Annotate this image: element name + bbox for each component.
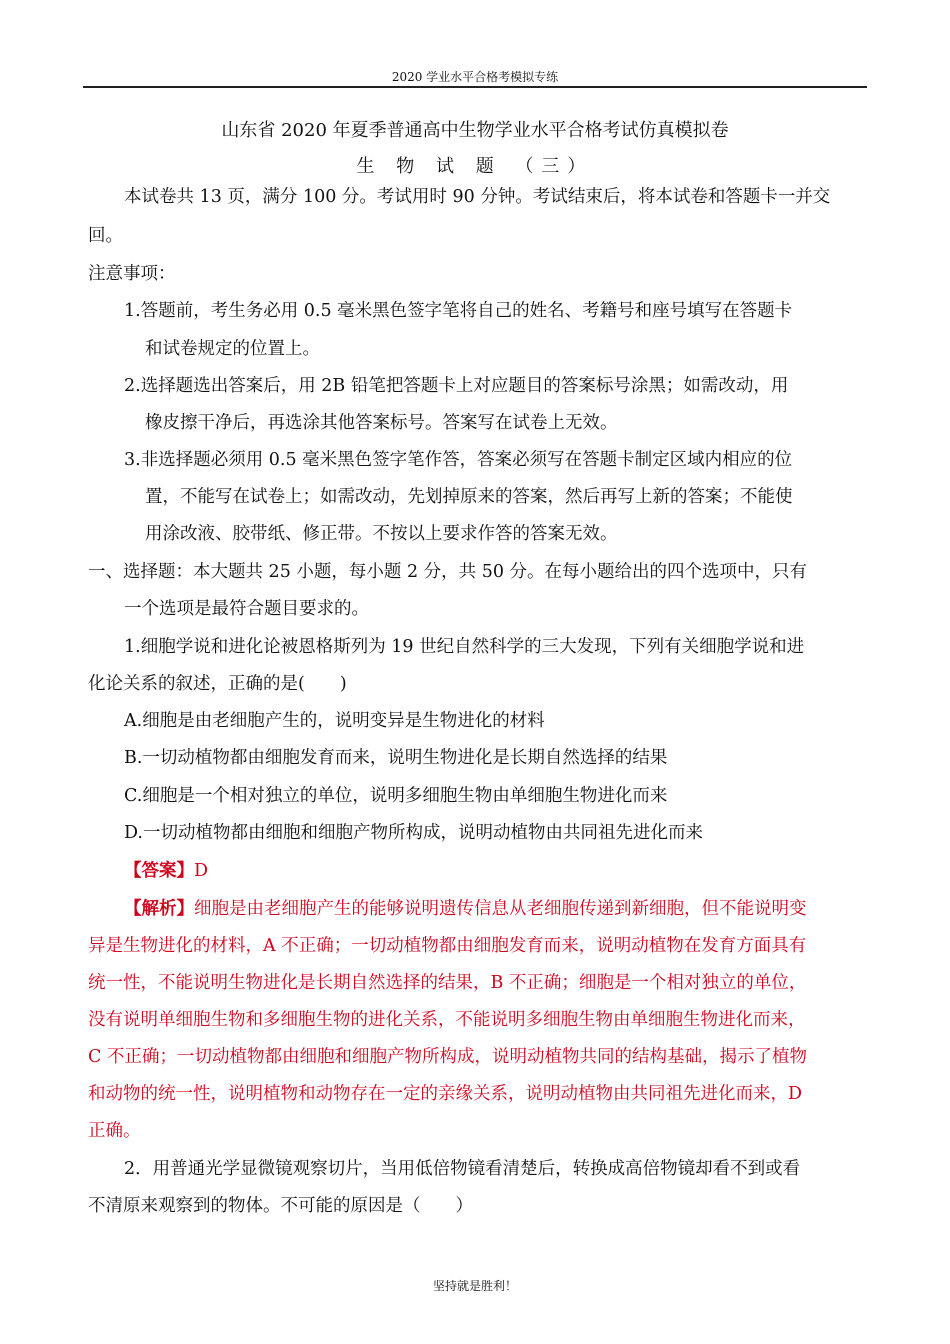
- section-1-line-1: 一、选择题：本大题共 25 小题，每小题 2 分，共 50 分。在每小题给出的四个选项中，只有: [88, 562, 808, 582]
- exam-title: 山东省 2020 年夏季普通高中生物学业水平合格考试仿真模拟卷: [221, 120, 729, 141]
- section-1-line-2: 一个选项是最符合题目要求的。: [124, 599, 369, 619]
- page-footer: 坚持就是胜利！: [432, 1279, 517, 1293]
- note-3-line-1: 3.非选择题必须用 0.5 毫米黑色签字笔作答，答案必须写在答题卡制定区域内相应的位: [124, 450, 793, 470]
- q1-analysis-line-2: 异是生物进化的材料，A 不正确；一切动植物都由细胞发育而来，说明动植物在发育方面具有: [88, 936, 807, 956]
- q1-analysis-line-7: 正确。: [88, 1121, 141, 1141]
- q1-analysis-line-5: C 不正确；一切动植物都由细胞和细胞产物所构成，说明动植物共同的结构基础，揭示了植物: [88, 1047, 807, 1067]
- note-2-line-1: 2.选择题选出答案后，用 2B 铅笔把答题卡上对应题目的答案标号涂黑；如需改动，用: [124, 376, 789, 396]
- intro-line-1: 本试卷共 13 页，满分 100 分。考试用时 90 分钟。考试结束后，将本试卷和答题卡一并交: [124, 187, 831, 207]
- q2-stem-line-1: 2．用普通光学显微镜观察切片，当用低倍物镜看清楚后，转换成高倍物镜却看不到或看: [124, 1159, 801, 1179]
- answer-value: D: [194, 861, 209, 881]
- analysis-label: 【解析】: [124, 899, 194, 919]
- note-1-line-2: 和试卷规定的位置上。: [145, 339, 320, 359]
- q1-answer: [124, 859, 208, 883]
- note-3-line-3: 用涂改液、胶带纸、修正带。不按以上要求作答的答案无效。: [145, 524, 618, 544]
- q1-option-a: A.细胞是由老细胞产生的，说明变异是生物进化的材料: [124, 711, 545, 731]
- answer-label: 【答案】: [124, 861, 194, 881]
- page-header: 2020 学业水平合格考模拟专练: [391, 70, 559, 84]
- q1-option-d: D.一切动植物都由细胞和细胞产物所构成，说明动植物由共同祖先进化而来: [124, 823, 703, 843]
- q1-analysis-line-1: [124, 897, 807, 921]
- exam-subtitle: 生 物 试 题 （三）: [356, 156, 594, 177]
- note-3-line-2: 置，不能写在试卷上；如需改动，先划掉原来的答案，然后再写上新的答案；不能使: [145, 487, 793, 507]
- intro-line-2: 回。: [88, 226, 123, 246]
- analysis-text-1: 细胞是由老细胞产生的能够说明遗传信息从老细胞传递到新细胞，但不能说明变: [194, 899, 807, 919]
- notes-heading: 注意事项：: [88, 264, 176, 284]
- q2-stem-line-2: 不清原来观察到的物体。不可能的原因是（ ）: [88, 1196, 473, 1216]
- q1-analysis-line-6: 和动物的统一性，说明植物和动物存在一定的亲缘关系，说明动植物由共同祖先进化而来，D: [88, 1084, 803, 1104]
- note-2-line-2: 橡皮擦干净后，再选涂其他答案标号。答案写在试卷上无效。: [145, 413, 618, 433]
- header-rule: [83, 86, 867, 88]
- note-1-line-1: 1.答题前，考生务必用 0.5 毫米黑色签字笔将自己的姓名、考籍号和座号填写在答题卡: [124, 301, 793, 321]
- q1-analysis-line-3: 统一性，不能说明生物进化是长期自然选择的结果，B 不正确；细胞是一个相对独立的单位，: [88, 973, 807, 993]
- q1-option-c: C.细胞是一个相对独立的单位，说明多细胞生物由单细胞生物进化而来: [124, 786, 668, 806]
- q1-stem-line-1: 1.细胞学说和进化论被恩格斯列为 19 世纪自然科学的三大发现，下列有关细胞学说和进: [124, 637, 805, 657]
- q1-option-b: B.一切动植物都由细胞发育而来，说明生物进化是长期自然选择的结果: [124, 748, 668, 768]
- q1-stem-line-2: 化论关系的叙述，正确的是( ): [88, 674, 347, 694]
- q1-analysis-line-4: 没有说明单细胞生物和多细胞生物的进化关系，不能说明多细胞生物由单细胞生物进化而来，: [88, 1010, 806, 1030]
